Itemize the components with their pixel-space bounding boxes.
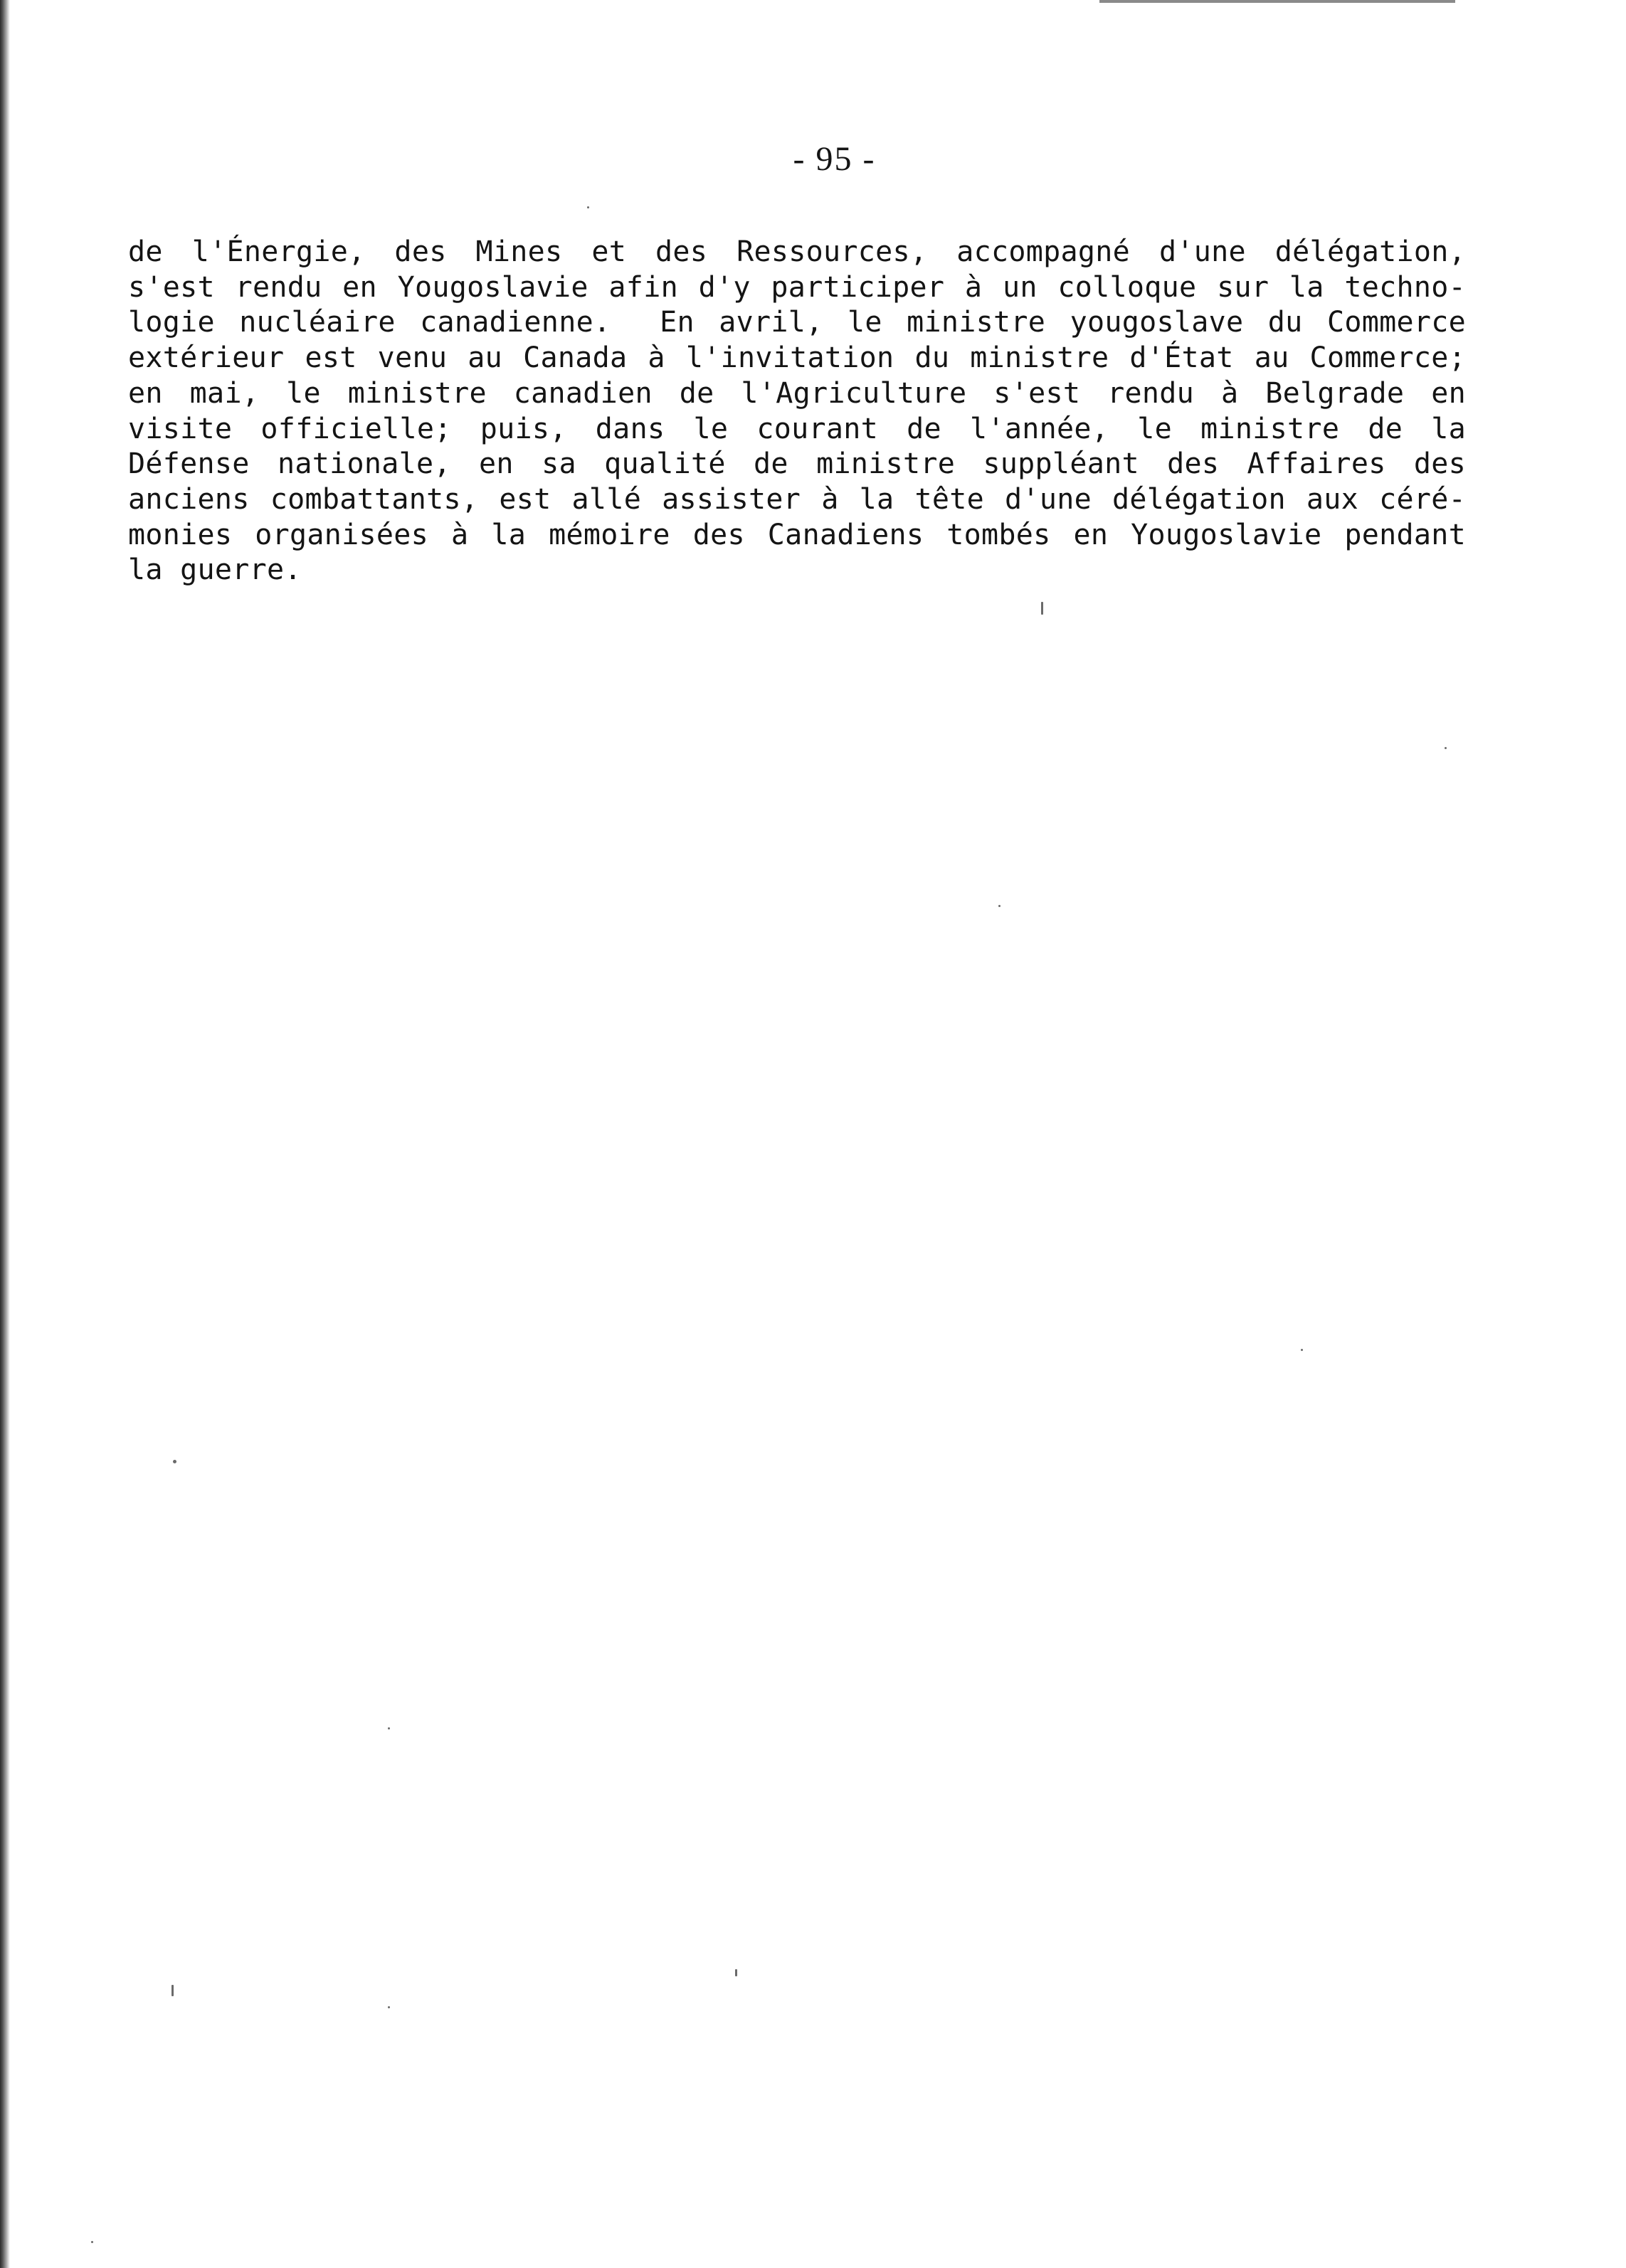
- scan-speck: [91, 2241, 93, 2243]
- paragraph-line: anciens combattants, est allé assister à la tête d'une délégation aux céré-: [128, 482, 1466, 516]
- scan-speck: [587, 206, 589, 208]
- paragraph-line: s'est rendu en Yougoslavie afin d'y participer à un colloque sur la techno-: [128, 270, 1466, 304]
- scan-speck: [998, 905, 1001, 907]
- paragraph-line: de l'Énergie, des Mines et des Ressources, accompagné d'une délégation,: [128, 235, 1466, 268]
- scan-edge-shadow: [0, 0, 10, 2268]
- paragraph-line: Défense nationale, en sa qualité de ministre suppléant des Affaires des: [128, 447, 1466, 481]
- scan-speck: [388, 1727, 390, 1729]
- scan-speck: [388, 2006, 390, 2008]
- paragraph-line: visite officielle; puis, dans le courant de l'année, le ministre de la: [128, 412, 1466, 445]
- scan-speck: [1301, 1349, 1303, 1351]
- paragraph-line: logie nucléaire canadienne. En avril, le ministre yougoslave du Commerce: [128, 306, 1466, 339]
- scan-speck: [1041, 602, 1043, 615]
- scan-speck: [171, 1985, 174, 1996]
- scan-speck: [173, 1460, 176, 1463]
- top-rule: [1099, 0, 1455, 3]
- scan-speck: [735, 1969, 737, 1976]
- scan-speck: [1445, 747, 1447, 749]
- paragraph-line: monies organisées à la mémoire des Canadiens tombés en Yougoslavie pendant: [128, 518, 1466, 551]
- paragraph-line: en mai, le ministre canadien de l'Agriculture s'est rendu à Belgrade en: [128, 376, 1466, 410]
- paragraph-line: la guerre.: [128, 553, 302, 587]
- body-paragraph: [128, 235, 1466, 588]
- paragraph-line: extérieur est venu au Canada à l'invitation du ministre d'État au Commerce;: [128, 341, 1466, 375]
- page-number: - 95 -: [793, 140, 876, 178]
